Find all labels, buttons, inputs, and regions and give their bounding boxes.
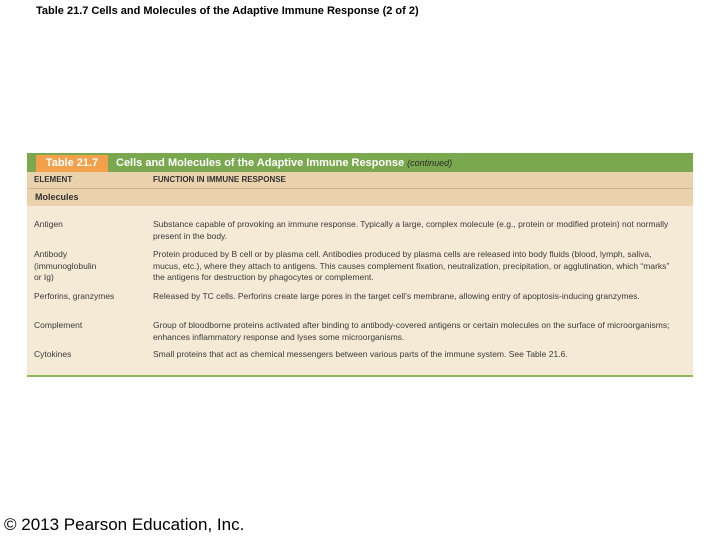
row-element-antigen: Antigen (34, 219, 63, 229)
slide-title: Table 21.7 Cells and Molecules of the Adaptive Immune Response (2 of 2) (36, 5, 419, 17)
row-element-complement: Complement (34, 320, 83, 330)
section-label: Molecules (35, 192, 79, 202)
row-function-cytokines: Small proteins that act as chemical messengers between various parts of the immune system. See Table 21.6. (153, 349, 568, 359)
column-header-function: FUNCTION IN IMMUNE RESPONSE (153, 175, 286, 184)
table-title-text: Cells and Molecules of the Adaptive Immune Response (116, 157, 405, 169)
row-function-complement: Group of bloodborne proteins activated after binding to antibody-covered antigens or certain molecules on the surface of microorganisms; enhances inflammatory response and lyses some microorganisms. (153, 320, 670, 342)
table-title (116, 155, 452, 171)
row-element-cytokines: Cytokines (34, 349, 72, 359)
continued-label: (continued) (407, 158, 453, 168)
column-header-row (27, 172, 693, 189)
row-element-antibody: Antibody (immunoglobulin or Ig) (34, 249, 97, 282)
table-banner (27, 153, 693, 172)
row-function-antibody: Protein produced by B cell or by plasma cell. Antibodies produced by plasma cells are released into body fluids (blood, lymph, saliva, mucus, etc.), where they attach to antigens. This causes complement fixation, neutralization, precipitation, or agglutination, which “marks” the antigens for destruction by phagocytes or complement. (153, 249, 670, 282)
immune-table (27, 153, 693, 377)
row-function-perforins: Released by TC cells. Perforins create large pores in the target cell’s membrane, allowing entry of apoptosis-inducing granzymes. (153, 291, 640, 301)
row-element-perforins: Perforins, granzymes (34, 291, 115, 301)
table-number-tag: Table 21.7 (36, 155, 108, 172)
copyright-footer: © 2013 Pearson Education, Inc. (4, 515, 245, 534)
row-function-antigen: Substance capable of provoking an immune response. Typically a large, complex molecule (e.g., protein or modified protein) not normally present in the body. (153, 219, 669, 241)
column-header-element: ELEMENT (34, 175, 73, 184)
section-row-molecules (27, 189, 693, 206)
